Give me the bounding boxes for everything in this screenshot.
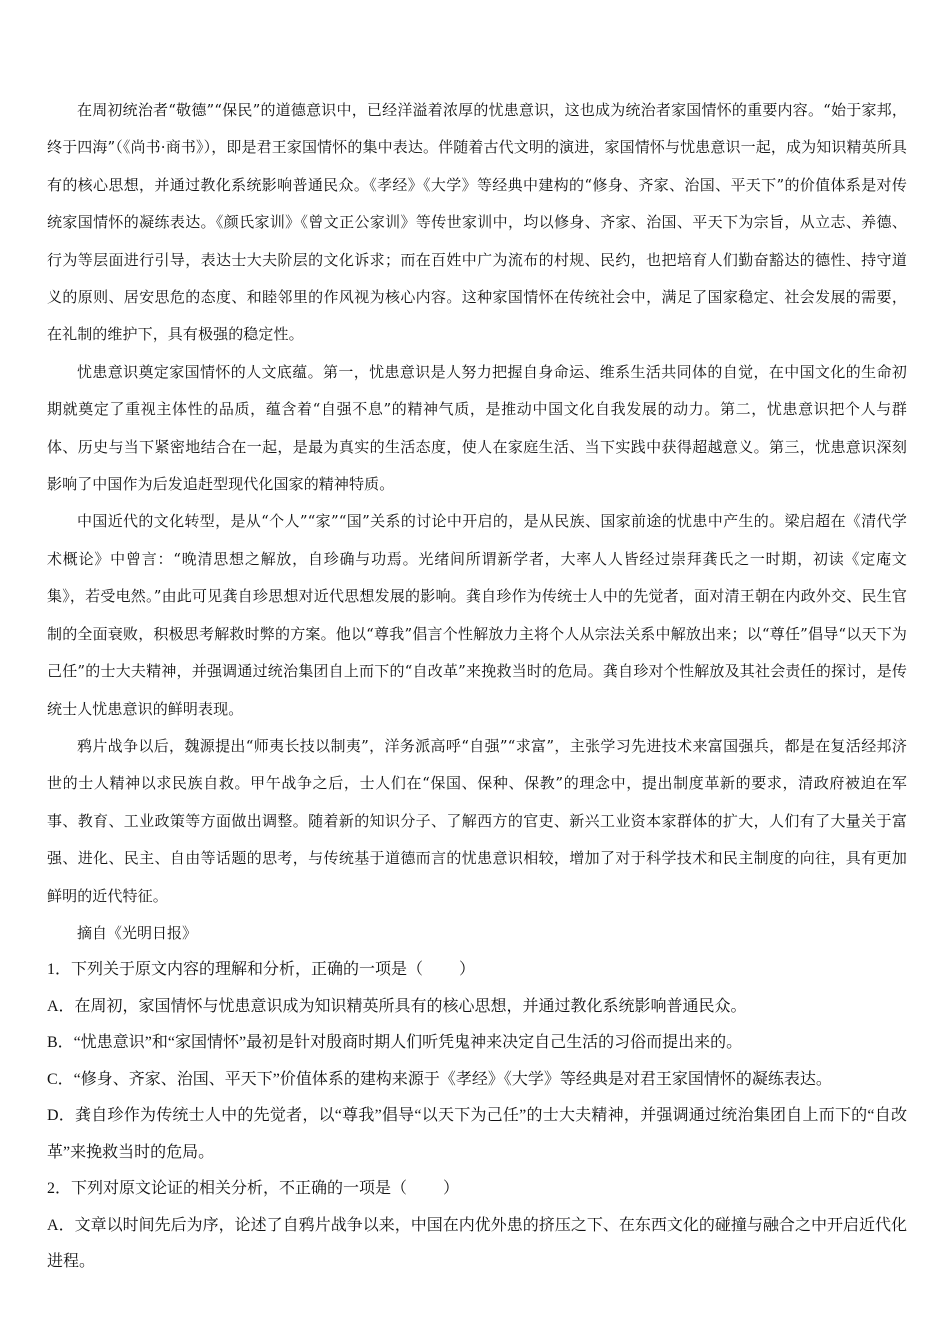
question-2-stem (47, 1171, 907, 1208)
document-page (47, 92, 907, 1281)
question-1-stem-close: ） (459, 961, 476, 979)
article-paragraph-2: 忧患意识奠定家国情怀的人文底蕴。第一，忧患意识是人努力把握自身命运、维系生活共同体的自觉，在中国文化的生命初期就奠定了重视主体性的品质，蕴含着“自强不息”的精神气质，是推动中国文化自我发展的动力。第二，忧患意识把个人与群体、历史与当下紧密地结合在一起，是最为真实的生活态度，使人在家庭生活、当下实践中获得超越意义。第三，忧患意识深刻影响了中国作为后发追赶型现代化国家的精神特质。 (47, 362, 907, 494)
question-2-stem-text: 2．下列对原文论证的相关分析，不正确的一项是（ (47, 1180, 408, 1198)
question-1-option-c: C．“修身、齐家、治国、平天下”价值体系的建构来源于《孝经》《大学》等经典是对君王家国情怀的凝练表达。 (47, 1070, 832, 1088)
article-source: 摘自《光明日报》 (77, 923, 198, 942)
article-paragraph-4: 鸦片战争以后，魏源提出“师夷长技以制夷”，洋务派高呼“自强”“求富”，主张学习先进技术来富国强兵，都是在复活经邦济世的士人精神以求民族自救。甲午战争之后，士人们在“保国、保种、保教”的理念中，提出制度革新的要求，清政府被迫在军事、教育、工业政策等方面做出调整。随着新的知识分子、了解西方的官吏、新兴工业资本家群体的扩大，人们有了大量关于富强、进化、民主、自由等话题的思考，与传统基于道德而言的忧患意识相较，增加了对于科学技术和民主制度的向往，具有更加鲜明的近代特征。 (47, 736, 907, 905)
article-paragraph-3: 中国近代的文化转型，是从“个人”“家”“国”关系的讨论中开启的，是从民族、国家前途的忧患中产生的。梁启超在《清代学术概论》中曾言：“晚清思想之解放，自珍确与功焉。光绪间所谓新学者，大率人人皆经过崇拜龚氏之一时期，初读《定庵文集》，若受电然。”由此可见龚自珍思想对近代思想发展的影响。龚自珍作为传统士人中的先觉者，面对清王朝在内政外交、民生官制的全面衰败，积极思考解救时弊的方案。他以“尊我”倡言个性解放力主将个人从宗法关系中解放出来；以“尊任”倡导“以天下为己任”的士大夫精神，并强调通过统治集团自上而下的“自改革”来挽救当时的危局。龚自珍对个性解放及其社会责任的探讨，是传统士人忧患意识的鲜明表现。 (47, 512, 907, 718)
question-1-stem-text: 1．下列关于原文内容的理解和分析，正确的一项是（ (47, 961, 424, 979)
question-1-option-b: B．“忧患意识”和“家国情怀”最初是针对殷商时期人们听凭鬼神来决定自己生活的习俗而提出来的。 (47, 1034, 743, 1052)
question-2-option-a: A．文章以时间先后为序，论述了自鸦片战争以来，中国在内优外患的挤压之下、在东西文化的碰撞与融合之中开启近代化进程。 (47, 1216, 907, 1271)
question-1-option-d: D．龚自珍作为传统士人中的先觉者，以“尊我”倡导“以天下为己任”的士大夫精神，并强调通过统治集团自上而下的“自改革”来挽救当时的危局。 (47, 1107, 907, 1161)
question-1-stem (47, 952, 907, 989)
question-2-stem-close: ） (443, 1180, 460, 1198)
article-paragraph-1: 在周初统治者“敬德”“保民”的道德意识中，已经洋溢着浓厚的忧患意识，这也成为统治者家国情怀的重要内容。“始于家邦，终于四海”（《尚书·商书》），即是君王家国情怀的集中表达。伴随着古代文明的演进，家国情怀与忧患意识一起，成为知识精英所具有的核心思想，并通过教化系统影响普通民众。《孝经》《大学》等经典中建构的“修身、齐家、治国、平天下”的价值体系是对传统家国情怀的凝练表达。《颜氏家训》《曾文正公家训》等传世家训中，均以修身、齐家、治国、平天下为宗旨，从立志、养德、行为等层面进行引导，表达士大夫阶层的文化诉求；而在百姓中广为流布的村规、民约，也把培育人们勤奋豁达的德性、持守道义的原则、居安思危的态度、和睦邻里的作风视为核心内容。这种家国情怀在传统社会中，满足了国家稳定、社会发展的需要，在礼制的维护下，具有极强的稳定性。 (47, 101, 907, 344)
question-1-option-a: A．在周初，家国情怀与忧患意识成为知识精英所具有的核心思想，并通过教化系统影响普通民众。 (47, 997, 747, 1015)
